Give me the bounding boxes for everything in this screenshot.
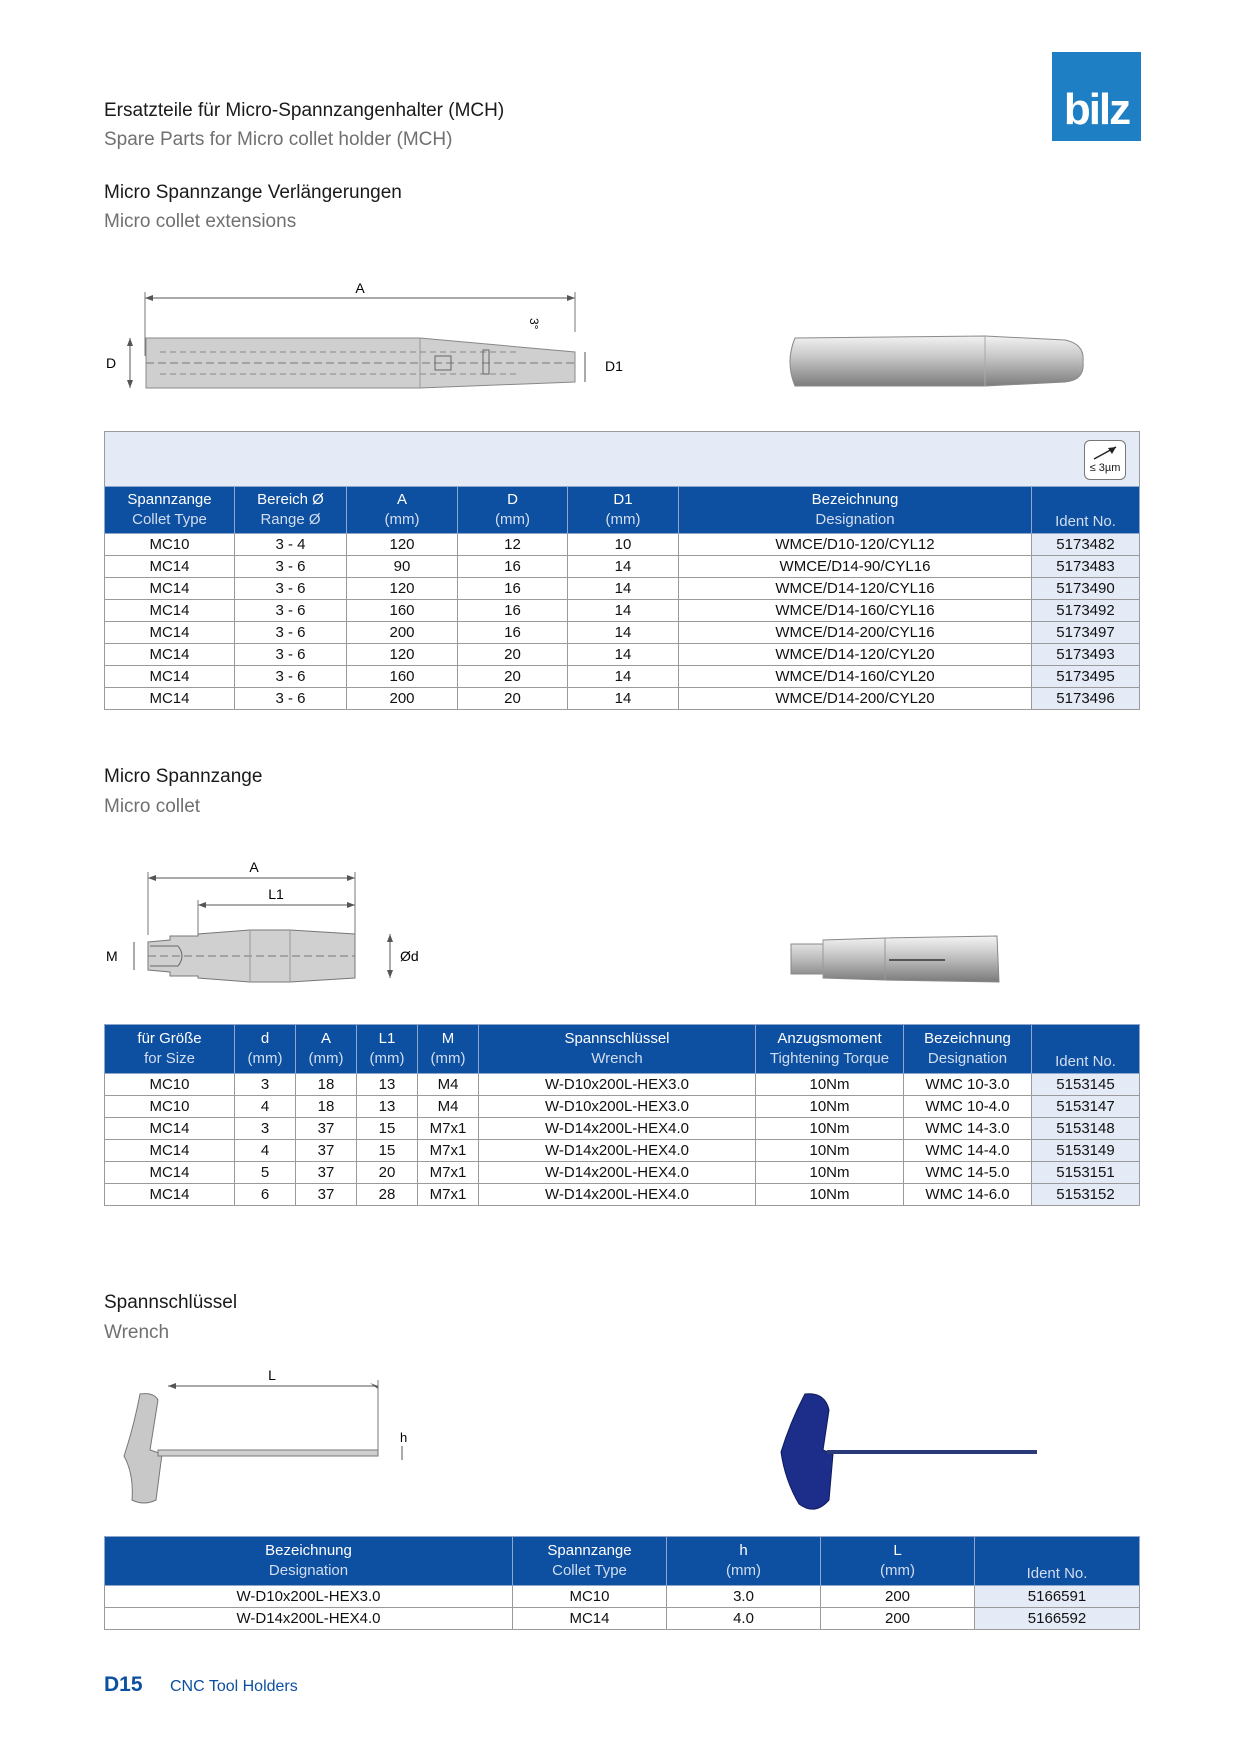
- column-header-de: A: [320, 1030, 331, 1047]
- dim-d1-label: D1: [605, 358, 623, 374]
- runout-badge-label: ≤ 3µm: [1089, 462, 1121, 474]
- table-row: [105, 1140, 1140, 1162]
- table-cell: 10Nm: [756, 1074, 904, 1096]
- table-cell: 160: [347, 600, 458, 622]
- column-header: [821, 1537, 975, 1586]
- table-cell: W-D10x200L-HEX3.0: [479, 1096, 756, 1118]
- table-cell: 14: [568, 556, 679, 578]
- table-cell: W-D14x200L-HEX4.0: [479, 1184, 756, 1206]
- column-header: [347, 487, 458, 534]
- column-header-en: Ident No.: [1026, 1565, 1088, 1582]
- table-cell: WMCE/D14-160/CYL20: [679, 666, 1032, 688]
- column-header: [1032, 487, 1140, 534]
- dim-d-label: Ød: [400, 948, 419, 964]
- table-cell: 3 - 4: [235, 534, 347, 556]
- dim-m-label: M: [106, 948, 118, 964]
- column-header-de: L1: [378, 1030, 396, 1047]
- table-cell: 14: [568, 578, 679, 600]
- table-cell: 13: [357, 1074, 418, 1096]
- table-cell: 120: [347, 534, 458, 556]
- column-header-en: Tightening Torque: [769, 1050, 890, 1067]
- column-header-de: Bezeichnung: [265, 1542, 352, 1559]
- ident-no-cell: 5173497: [1032, 622, 1140, 644]
- column-header-de: Bereich Ø: [257, 491, 324, 508]
- table-cell: 200: [347, 688, 458, 710]
- ident-no-cell: 5173496: [1032, 688, 1140, 710]
- table-cell: WMCE/D14-200/CYL16: [679, 622, 1032, 644]
- table-cell: WMCE/D14-120/CYL16: [679, 578, 1032, 600]
- table-cell: 200: [821, 1608, 975, 1630]
- page-subtitle: Spare Parts for Micro collet holder (MCH): [104, 129, 453, 150]
- table-cell: WMC 14-3.0: [904, 1118, 1032, 1140]
- table-cell: 20: [458, 688, 568, 710]
- runout-badge: [1084, 440, 1126, 480]
- table-cell: 16: [458, 578, 568, 600]
- table-cell: 4.0: [667, 1608, 821, 1630]
- column-header-en: Ident No.: [1055, 1053, 1116, 1070]
- ident-no-cell: 5173493: [1032, 644, 1140, 666]
- table-cell: 10Nm: [756, 1184, 904, 1206]
- table-cell: MC10: [513, 1586, 667, 1608]
- column-header: [105, 1537, 513, 1586]
- column-header: [756, 1025, 904, 1074]
- table-cell: WMCE/D14-200/CYL20: [679, 688, 1032, 710]
- table-cell: W-D14x200L-HEX4.0: [479, 1162, 756, 1184]
- table-cell: M7x1: [418, 1162, 479, 1184]
- table-cell: 6: [235, 1184, 296, 1206]
- column-header: [975, 1537, 1140, 1586]
- table-cell: 20: [458, 666, 568, 688]
- table-cell: W-D14x200L-HEX4.0: [479, 1118, 756, 1140]
- table-cell: 16: [458, 600, 568, 622]
- column-header: [1032, 1025, 1140, 1074]
- column-header-en: (mm): [384, 511, 420, 528]
- table-header-row: [105, 1025, 1140, 1074]
- table-cell: 200: [821, 1586, 975, 1608]
- table-cell: WMC 14-6.0: [904, 1184, 1032, 1206]
- column-header-en: (mm): [369, 1050, 405, 1067]
- column-header-de: L: [893, 1542, 902, 1559]
- column-header-de: D: [507, 491, 518, 508]
- column-header-en: Ident No.: [1055, 513, 1116, 530]
- column-header: [418, 1025, 479, 1074]
- table-cell: 3 - 6: [235, 666, 347, 688]
- column-header-de: für Größe: [137, 1030, 202, 1047]
- table-cell: 18: [296, 1074, 357, 1096]
- ident-no-cell: 5173490: [1032, 578, 1140, 600]
- table-cell: W-D14x200L-HEX4.0: [105, 1608, 513, 1630]
- column-header-en: Wrench: [591, 1050, 643, 1067]
- table-row: [105, 1074, 1140, 1096]
- section3-subtitle: Wrench: [104, 1322, 170, 1343]
- column-header-en: (mm): [605, 511, 641, 528]
- table-cell: 20: [357, 1162, 418, 1184]
- column-header-de: A: [396, 491, 407, 508]
- table-cell: 37: [296, 1140, 357, 1162]
- collet-photo: [785, 928, 1005, 992]
- wrench-photo: [775, 1390, 1045, 1520]
- table-cell: 3: [235, 1118, 296, 1140]
- table-cell: 15: [357, 1118, 418, 1140]
- table-cell: 160: [347, 666, 458, 688]
- column-header: [679, 487, 1032, 534]
- column-header-de: d: [260, 1030, 270, 1047]
- column-header: [568, 487, 679, 534]
- table-row: [105, 666, 1140, 688]
- table-header-row: [105, 487, 1140, 534]
- table-cell: MC14: [105, 688, 235, 710]
- table-cell: W-D10x200L-HEX3.0: [479, 1074, 756, 1096]
- table-cell: MC14: [513, 1608, 667, 1630]
- table-cell: WMCE/D10-120/CYL12: [679, 534, 1032, 556]
- table1-topbar: [104, 431, 1140, 487]
- ident-no-cell: 5153149: [1032, 1140, 1140, 1162]
- ident-no-cell: 5153145: [1032, 1074, 1140, 1096]
- table-row: [105, 644, 1140, 666]
- table-row: [105, 556, 1140, 578]
- column-header-en: (mm): [247, 1050, 283, 1067]
- section1-title: Micro Spannzange Verlängerungen: [104, 182, 402, 203]
- table-row: [105, 600, 1140, 622]
- column-header: [479, 1025, 756, 1074]
- column-header-en: Designation: [268, 1562, 349, 1579]
- column-header: [904, 1025, 1032, 1074]
- extensions-table: [104, 486, 1140, 710]
- table-cell: MC10: [105, 534, 235, 556]
- table-row: [105, 688, 1140, 710]
- table-cell: WMC 14-5.0: [904, 1162, 1032, 1184]
- table-row: [105, 578, 1140, 600]
- table-cell: 120: [347, 578, 458, 600]
- table-cell: 3 - 6: [235, 688, 347, 710]
- table-cell: W-D10x200L-HEX3.0: [105, 1586, 513, 1608]
- table-cell: 5: [235, 1162, 296, 1184]
- table-cell: M7x1: [418, 1184, 479, 1206]
- table-cell: MC14: [105, 1140, 235, 1162]
- table-cell: 16: [458, 556, 568, 578]
- table-cell: WMCE/D14-160/CYL16: [679, 600, 1032, 622]
- table-cell: WMC 10-4.0: [904, 1096, 1032, 1118]
- column-header-en: (mm): [308, 1050, 344, 1067]
- table-cell: 37: [296, 1184, 357, 1206]
- ident-no-cell: 5166592: [975, 1608, 1140, 1630]
- section1-subtitle: Micro collet extensions: [104, 211, 297, 232]
- footer-text: CNC Tool Holders: [170, 1678, 298, 1695]
- table-cell: 10Nm: [756, 1140, 904, 1162]
- table-header-row: [105, 1537, 1140, 1586]
- dim-a-label: A: [249, 859, 259, 875]
- column-header: [667, 1537, 821, 1586]
- table-cell: 37: [296, 1118, 357, 1140]
- column-header: [105, 487, 235, 534]
- table-cell: M4: [418, 1096, 479, 1118]
- section3-title: Spannschlüssel: [104, 1292, 238, 1313]
- table-cell: 14: [568, 622, 679, 644]
- column-header-de: Bezeichnung: [924, 1030, 1011, 1047]
- table-row: [105, 1184, 1140, 1206]
- dim-d-label: D: [106, 355, 117, 371]
- table-cell: 3 - 6: [235, 600, 347, 622]
- column-header-de: Bezeichnung: [811, 491, 899, 508]
- table-cell: 14: [568, 666, 679, 688]
- section2-subtitle: Micro collet: [104, 796, 201, 817]
- column-header-en: (mm): [880, 1562, 915, 1579]
- column-header-de: Spannzange: [127, 491, 212, 508]
- column-header-en: for Size: [144, 1050, 195, 1067]
- bilz-logo: [1052, 52, 1141, 141]
- column-header: [105, 1025, 235, 1074]
- collets-table: [104, 1024, 1140, 1206]
- table-cell: 10Nm: [756, 1162, 904, 1184]
- table-cell: MC14: [105, 1162, 235, 1184]
- table-cell: 90: [347, 556, 458, 578]
- section2-title: Micro Spannzange: [104, 766, 263, 787]
- table-cell: 14: [568, 600, 679, 622]
- dim-a-label: A: [355, 280, 365, 296]
- table-cell: MC14: [105, 622, 235, 644]
- table-cell: 28: [357, 1184, 418, 1206]
- ident-no-cell: 5173495: [1032, 666, 1140, 688]
- ident-no-cell: 5173483: [1032, 556, 1140, 578]
- table-cell: MC10: [105, 1096, 235, 1118]
- table-cell: 12: [458, 534, 568, 556]
- table-row: [105, 1608, 1140, 1630]
- table-cell: M4: [418, 1074, 479, 1096]
- column-header-en: (mm): [726, 1562, 761, 1579]
- column-header: [235, 1025, 296, 1074]
- table-cell: WMC 14-4.0: [904, 1140, 1032, 1162]
- table-cell: 4: [235, 1140, 296, 1162]
- runout-arrow-icon: [1086, 441, 1124, 463]
- table-cell: 3 - 6: [235, 556, 347, 578]
- table-cell: MC10: [105, 1074, 235, 1096]
- column-header: [235, 487, 347, 534]
- table-cell: W-D14x200L-HEX4.0: [479, 1140, 756, 1162]
- table-cell: 3: [235, 1074, 296, 1096]
- table-cell: MC14: [105, 644, 235, 666]
- dim-l1-label: L1: [268, 886, 284, 902]
- table-row: [105, 1118, 1140, 1140]
- table-cell: 10: [568, 534, 679, 556]
- wrench-drawing: [120, 1364, 440, 1514]
- table-cell: 16: [458, 622, 568, 644]
- wrench-table: [104, 1536, 1140, 1630]
- table-cell: 200: [347, 622, 458, 644]
- logo-text: bilz: [1063, 85, 1130, 134]
- column-header-en: Designation: [927, 1050, 1008, 1067]
- column-header-en: Collet Type: [132, 511, 207, 528]
- table-cell: M7x1: [418, 1118, 479, 1140]
- table-row: [105, 1586, 1140, 1608]
- table-row: [105, 534, 1140, 556]
- table-cell: 3 - 6: [235, 622, 347, 644]
- table-cell: 10Nm: [756, 1096, 904, 1118]
- table-cell: WMCE/D14-90/CYL16: [679, 556, 1032, 578]
- table-cell: MC14: [105, 666, 235, 688]
- extension-photo: [785, 330, 1090, 392]
- table-cell: 13: [357, 1096, 418, 1118]
- column-header-en: Designation: [815, 511, 895, 528]
- table-cell: MC14: [105, 1184, 235, 1206]
- column-header-de: D1: [613, 491, 633, 508]
- ident-no-cell: 5166591: [975, 1586, 1140, 1608]
- table-row: [105, 1096, 1140, 1118]
- column-header: [357, 1025, 418, 1074]
- table-cell: 14: [568, 688, 679, 710]
- collet-drawing: [100, 850, 440, 990]
- table-row: [105, 1162, 1140, 1184]
- page-title: Ersatzteile für Micro-Spannzangenhalter (MCH): [104, 100, 505, 121]
- column-header: [458, 487, 568, 534]
- ident-no-cell: 5153151: [1032, 1162, 1140, 1184]
- page-code: D15: [104, 1673, 143, 1696]
- table-row: [105, 622, 1140, 644]
- table-cell: MC14: [105, 578, 235, 600]
- column-header-de: Spannschlüssel: [564, 1030, 670, 1047]
- dim-h-label: h: [400, 1430, 408, 1445]
- table-cell: 20: [458, 644, 568, 666]
- table-cell: 18: [296, 1096, 357, 1118]
- ident-no-cell: 5153147: [1032, 1096, 1140, 1118]
- table-cell: MC14: [105, 1118, 235, 1140]
- ident-no-cell: 5153152: [1032, 1184, 1140, 1206]
- table-cell: 3 - 6: [235, 644, 347, 666]
- table-cell: 120: [347, 644, 458, 666]
- table-cell: MC14: [105, 600, 235, 622]
- column-header-en: (mm): [430, 1050, 466, 1067]
- column-header-de: Spannzange: [547, 1542, 632, 1559]
- table-cell: WMCE/D14-120/CYL20: [679, 644, 1032, 666]
- table-cell: 14: [568, 644, 679, 666]
- column-header-de: M: [441, 1030, 455, 1047]
- table-cell: 3 - 6: [235, 578, 347, 600]
- ident-no-cell: 5173482: [1032, 534, 1140, 556]
- extension-drawing: [100, 270, 640, 400]
- table-cell: 3.0: [667, 1586, 821, 1608]
- table-cell: 37: [296, 1162, 357, 1184]
- table-cell: 4: [235, 1096, 296, 1118]
- column-header-de: Anzugsmoment: [777, 1030, 882, 1047]
- column-header: [513, 1537, 667, 1586]
- column-header: [296, 1025, 357, 1074]
- table-cell: 15: [357, 1140, 418, 1162]
- column-header-de: h: [739, 1542, 748, 1559]
- table-cell: WMC 10-3.0: [904, 1074, 1032, 1096]
- dim-l-label: L: [268, 1367, 276, 1383]
- ident-no-cell: 5173492: [1032, 600, 1140, 622]
- column-header-en: Range Ø: [260, 511, 321, 528]
- dim-angle-label: 3°: [527, 318, 541, 330]
- table-cell: 10Nm: [756, 1118, 904, 1140]
- table-cell: M7x1: [418, 1140, 479, 1162]
- ident-no-cell: 5153148: [1032, 1118, 1140, 1140]
- column-header-en: Collet Type: [552, 1562, 627, 1579]
- table-cell: MC14: [105, 556, 235, 578]
- column-header-en: (mm): [495, 511, 530, 528]
